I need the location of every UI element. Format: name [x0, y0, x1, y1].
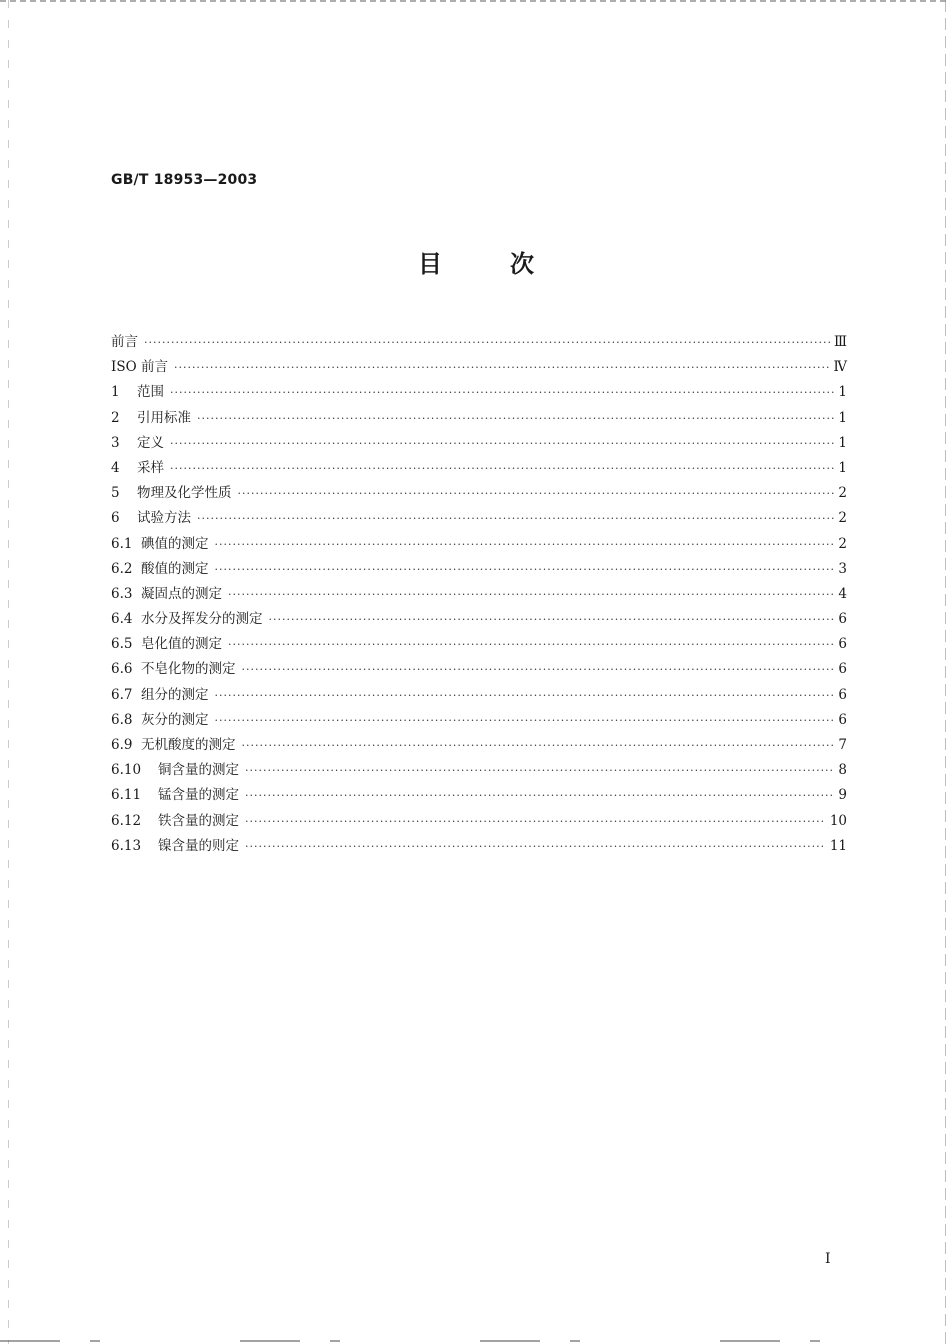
- toc-entry[interactable]: [111, 582, 847, 607]
- toc-dot-leader: [238, 481, 835, 506]
- page-number: I: [825, 1251, 831, 1267]
- toc-entry-page: 6: [838, 636, 847, 653]
- toc-entry-number: 2: [111, 409, 120, 426]
- toc-entry-page: 11: [829, 837, 847, 854]
- toc-entry-number: 6.6: [111, 661, 133, 678]
- toc-entry-number: 6.13: [111, 837, 142, 854]
- toc-entry-number: 6.10: [111, 762, 142, 779]
- toc-dot-leader: [245, 834, 826, 859]
- toc-dot-leader: [228, 632, 834, 657]
- toc-entry-number: 6.1: [111, 535, 133, 552]
- toc-entry[interactable]: [111, 683, 847, 708]
- toc-entry[interactable]: [111, 834, 847, 859]
- toc-entry-number: 5: [111, 485, 120, 502]
- toc-entry-label: 镍含量的则定: [158, 837, 239, 854]
- toc-entry-label: 铜含量的测定: [158, 762, 239, 779]
- toc-entry-number: 3: [111, 434, 120, 451]
- toc-entry-page: 2: [838, 535, 847, 552]
- toc-entry-label: 皂化值的测定: [141, 636, 222, 653]
- scan-edge-right: [945, 0, 946, 1344]
- toc-entry-number: 6.12: [111, 812, 142, 829]
- toc-entry-label: 酸值的测定: [141, 560, 209, 577]
- toc-entry-number: 6: [111, 510, 120, 527]
- toc-entry-page: 2: [838, 485, 847, 502]
- toc-entry[interactable]: [111, 632, 847, 657]
- toc-entry[interactable]: [111, 406, 847, 431]
- toc-entry-page: 1: [838, 384, 847, 401]
- toc-list: [111, 330, 847, 859]
- toc-entry-number: 6.9: [111, 737, 133, 753]
- toc-entry-label: 采样: [137, 459, 164, 476]
- toc-entry[interactable]: [111, 456, 847, 481]
- toc-entry-number: 6.11: [111, 787, 142, 804]
- standard-code: GB/T 18953—2003: [111, 172, 258, 188]
- toc-entry-number: 6.7: [111, 686, 133, 703]
- toc-dot-leader: [245, 758, 834, 783]
- toc-entry-label: ISO 前言: [111, 359, 168, 376]
- toc-entry-label: 组分的测定: [141, 686, 209, 703]
- toc-dot-leader: [228, 582, 834, 607]
- toc-entry-page: Ⅳ: [833, 359, 847, 376]
- toc-entry[interactable]: [111, 355, 847, 380]
- toc-entry-number: 6.2: [111, 560, 133, 577]
- toc-entry-page: 1: [838, 459, 847, 476]
- toc-entry[interactable]: [111, 607, 847, 632]
- toc-dot-leader: [170, 456, 834, 481]
- toc-entry[interactable]: [111, 708, 847, 733]
- toc-entry[interactable]: [111, 506, 847, 531]
- toc-entry[interactable]: [111, 532, 847, 557]
- toc-entry-page: Ⅲ: [833, 334, 847, 350]
- toc-dot-leader: [245, 783, 834, 808]
- toc-entry-page: 1: [838, 409, 847, 426]
- toc-title-right: 次: [510, 250, 534, 278]
- toc-entry[interactable]: [111, 330, 847, 355]
- toc-entry-page: 2: [838, 510, 847, 527]
- toc-entry-label: 范围: [137, 384, 164, 401]
- toc-entry-label: 不皂化物的测定: [141, 661, 236, 678]
- toc-entry-number: 6.4: [111, 611, 133, 628]
- toc-dot-leader: [215, 532, 835, 557]
- toc-entry[interactable]: [111, 380, 847, 405]
- toc-dot-leader: [245, 809, 826, 834]
- toc-entry-label: 物理及化学性质: [137, 485, 232, 502]
- toc-entry-page: 3: [838, 560, 847, 577]
- toc-entry-label: 凝固点的测定: [141, 585, 222, 602]
- toc-dot-leader: [215, 557, 835, 582]
- toc-entry-label: 锰含量的测定: [158, 787, 239, 804]
- toc-dot-leader: [242, 657, 835, 682]
- toc-dot-leader: [174, 355, 830, 380]
- toc-entry-page: 8: [838, 762, 847, 779]
- toc-entry-label: 前言: [111, 334, 138, 350]
- toc-entry[interactable]: [111, 557, 847, 582]
- toc-entry-page: 6: [838, 686, 847, 703]
- scan-edge-top: [0, 0, 950, 2]
- toc-entry-page: 7: [838, 737, 847, 753]
- toc-entry-page: 4: [838, 585, 847, 602]
- toc-entry-number: 6.3: [111, 585, 133, 602]
- toc-entry-label: 引用标准: [137, 409, 191, 426]
- toc-entry-label: 试验方法: [137, 510, 191, 527]
- toc-entry-label: 铁含量的测定: [158, 812, 239, 829]
- toc-entry-page: 10: [829, 812, 847, 829]
- toc-entry-number: 6.5: [111, 636, 133, 653]
- toc-entry-page: 1: [838, 434, 847, 451]
- toc-dot-leader: [269, 607, 835, 632]
- scan-edge-bottom: [0, 1340, 950, 1342]
- scan-edge-left: [8, 0, 9, 1344]
- toc-entry[interactable]: [111, 758, 847, 783]
- toc-entry-number: 6.8: [111, 711, 133, 728]
- toc-entry-label: 灰分的测定: [141, 711, 209, 728]
- toc-entry-label: 定义: [137, 434, 164, 451]
- toc-title: [418, 244, 534, 279]
- toc-entry[interactable]: [111, 481, 847, 506]
- toc-entry-label: 无机酸度的测定: [141, 737, 236, 753]
- toc-entry-page: 9: [838, 787, 847, 804]
- toc-entry-page: 6: [838, 661, 847, 678]
- toc-dot-leader: [197, 406, 834, 431]
- toc-entry-label: 水分及挥发分的测定: [141, 611, 263, 628]
- toc-dot-leader: [242, 733, 835, 758]
- toc-entry-page: 6: [838, 611, 847, 628]
- toc-dot-leader: [215, 683, 835, 708]
- toc-entry-page: 6: [838, 711, 847, 728]
- toc-entry[interactable]: [111, 783, 847, 808]
- toc-entry-number: 4: [111, 459, 120, 476]
- toc-entry[interactable]: [111, 657, 847, 682]
- toc-dot-leader: [215, 708, 835, 733]
- toc-dot-leader: [170, 431, 834, 456]
- toc-entry-label: 碘值的测定: [141, 535, 209, 552]
- toc-entry[interactable]: [111, 733, 847, 758]
- toc-entry[interactable]: [111, 431, 847, 456]
- toc-dot-leader: [144, 330, 830, 355]
- toc-dot-leader: [197, 506, 834, 531]
- toc-entry[interactable]: [111, 809, 847, 834]
- toc-dot-leader: [170, 380, 834, 405]
- toc-title-left: 目: [418, 250, 442, 278]
- toc-entry-number: 1: [111, 384, 120, 401]
